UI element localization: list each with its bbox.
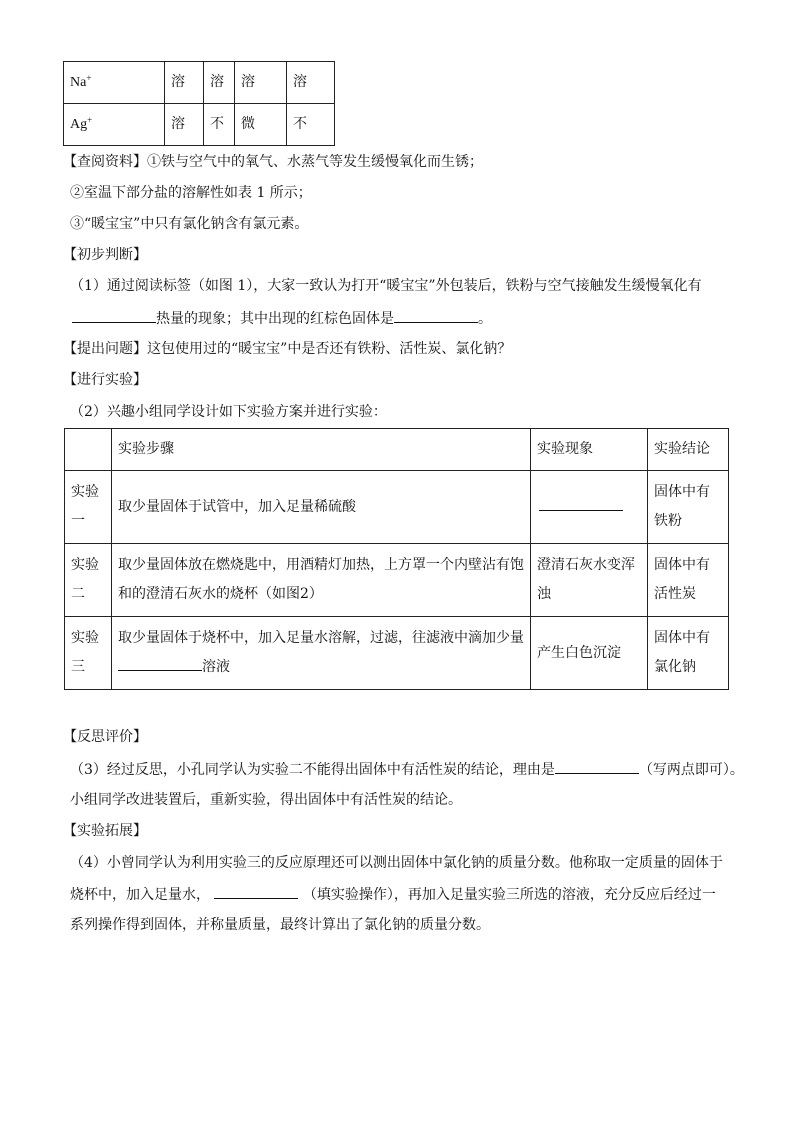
section-label: 【查阅资料】	[63, 154, 147, 170]
info-line-1	[63, 152, 483, 172]
table-row	[65, 617, 729, 690]
cell-line: 一	[71, 513, 85, 529]
question-3-line-2: 小组同学改进装置后，重新实验，得出固体中有活性炭的结论。	[70, 792, 462, 808]
solubility-cell: 微	[235, 104, 287, 146]
info-item: ③“暖宝宝”中只有氯化钠含有氯元素。	[70, 216, 309, 232]
experiment-name	[65, 544, 112, 617]
answer-blank[interactable]	[555, 759, 639, 774]
info-item: ②室温下部分盐的溶解性如表 1 所示；	[70, 185, 312, 201]
experiment-conclusion	[648, 471, 729, 544]
cell-line: 浊	[537, 586, 551, 602]
table-row	[65, 471, 729, 544]
solubility-cell: 不	[204, 104, 235, 146]
experiment-step	[112, 617, 531, 690]
question-text: 烧杯中，加入足量水，	[70, 887, 210, 903]
section-label: 【反思评价】	[63, 729, 147, 745]
cell-line: 澄清石灰水变浑	[537, 557, 635, 573]
cell-line: 产生白色沉淀	[537, 644, 621, 661]
table-header-row	[65, 429, 729, 471]
experiment-table	[64, 428, 729, 690]
info-item: ①铁与空气中的氧气、水蒸气等发生缓慢氧化而生锈；	[147, 154, 483, 170]
cell-line: 固体中有	[654, 630, 710, 646]
cell-line: 氯化钠	[654, 659, 696, 675]
cell-line: 固体中有	[654, 557, 710, 573]
question-1-line-2	[72, 308, 492, 329]
cell-line: 实验	[71, 557, 99, 573]
question-text: 热量的现象；其中出现的红棕色固体是	[156, 311, 394, 327]
header-cell: 实验结论	[648, 429, 729, 471]
solubility-cell: 溶	[165, 104, 204, 146]
solubility-cell: 溶	[287, 62, 335, 104]
cell-line: 实验	[71, 484, 99, 500]
section-label: 【提出问题】	[63, 341, 147, 357]
cell-line	[118, 653, 524, 682]
header-cell: 实验步骤	[112, 429, 531, 471]
ion-charge: +	[87, 115, 93, 125]
solubility-cell: 不	[287, 104, 335, 146]
question-text: （3）经过反思，小孔同学认为实验二不能得出固体中有活性炭的结论，理由是	[70, 762, 555, 778]
experiment-conclusion	[648, 544, 729, 617]
ion-label: Ag	[70, 117, 88, 132]
table-row	[65, 544, 729, 617]
ion-charge: +	[86, 73, 92, 83]
ion-cell	[64, 104, 165, 146]
answer-blank[interactable]	[214, 884, 298, 899]
experiment-intro: （2）兴趣小组同学设计如下实验方案并进行实验：	[70, 404, 387, 420]
experiment-conclusion	[648, 617, 729, 690]
cell-line: 二	[71, 586, 85, 602]
question-4-line-3: 系列操作得到固体，并称量质量，最终计算出了氯化钠的质量分数。	[70, 917, 490, 933]
question-text: （填实验操作），再加入足量实验三所选的溶液，充分反应后经过一	[302, 887, 716, 903]
experiment-observation	[531, 544, 648, 617]
problem-line	[63, 339, 511, 359]
experiment-step	[112, 544, 531, 617]
experiment-step	[112, 471, 531, 544]
cell-line: 取少量固体于烧杯中，加入足量水溶解，过滤，往滤液中滴加少量	[118, 630, 524, 646]
problem-text: 这包使用过的“暖宝宝”中是否还有铁粉、活性炭、氯化钠？	[147, 341, 512, 357]
cell-text: 溶液	[202, 659, 230, 675]
question-4-line-2	[70, 884, 716, 905]
solubility-cell: 溶	[165, 62, 204, 104]
cell-line: 活性炭	[654, 586, 696, 602]
cell-line: 取少量固体于试管中，加入足量稀硫酸	[118, 498, 356, 515]
cell-line: 三	[71, 659, 85, 675]
section-label: 【进行实验】	[63, 372, 147, 388]
answer-blank[interactable]	[394, 308, 478, 323]
table-row	[64, 104, 335, 146]
cell-line: 固体中有	[654, 484, 710, 500]
experiment-name	[65, 617, 112, 690]
solubility-cell: 溶	[204, 62, 235, 104]
answer-blank[interactable]	[539, 496, 623, 511]
question-text: 。	[478, 311, 492, 327]
answer-blank[interactable]	[118, 656, 202, 671]
section-label: 【实验拓展】	[63, 823, 147, 839]
question-1-line-1: （1）通过阅读标签（如图 1），大家一致认为打开“暖宝宝”外包装后，铁粉与空气接触发生缓慢氧化有	[70, 278, 702, 294]
cell-line: 和的澄清石灰水的烧杯（如图2）	[118, 586, 323, 602]
answer-blank[interactable]	[72, 308, 156, 323]
cell-line: 取少量固体放在燃烧匙中，用酒精灯加热，上方罩一个内壁沾有饱	[118, 557, 524, 573]
question-3-line-1	[70, 759, 744, 780]
cell-line: 铁粉	[654, 513, 682, 529]
header-cell: 实验现象	[531, 429, 648, 471]
experiment-observation	[531, 471, 648, 544]
table-row	[64, 62, 335, 104]
cell-line: 实验	[71, 630, 99, 646]
experiment-observation	[531, 617, 648, 690]
solubility-table	[63, 61, 335, 146]
question-4-line-1: （4）小曾同学认为利用实验三的反应原理还可以测出固体中氯化钠的质量分数。他称取一定质量的固体于	[70, 855, 723, 871]
question-text: （写两点即可）。	[638, 762, 744, 778]
section-label: 【初步判断】	[63, 247, 147, 263]
header-cell	[65, 429, 112, 471]
solubility-cell: 溶	[235, 62, 287, 104]
ion-label: Na	[70, 75, 87, 90]
ion-cell	[64, 62, 165, 104]
experiment-name	[65, 471, 112, 544]
